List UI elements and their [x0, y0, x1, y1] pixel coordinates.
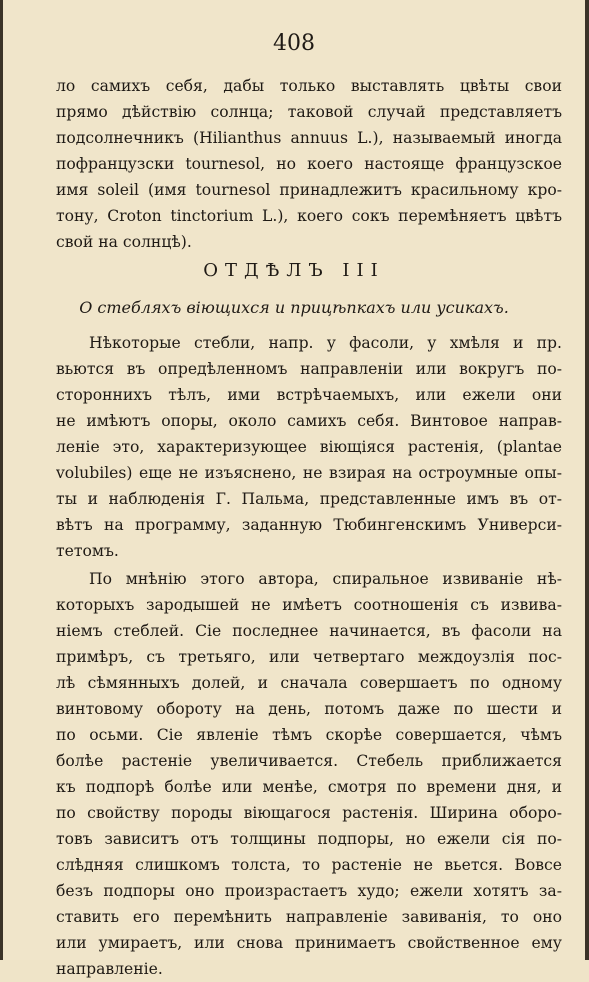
text-line: леніе это, характеризующее віющіяся растенія, (plantae: [56, 438, 562, 456]
section-subtitle: О стебляхъ віющихся и прицѣпкахъ или усикахъ.: [79, 298, 509, 317]
text-line: товъ зависитъ отъ толщины подпоры, но ежели сія по-: [56, 830, 562, 848]
text-line: слѣдняя слишкомъ толста, то растеніе не вьется. Вовсе: [56, 856, 562, 874]
page-number: 408: [273, 31, 315, 56]
text-line: стороннихъ тѣлъ, ими встрѣчаемыхъ, или ежели они: [56, 386, 562, 404]
section-title: ОТДѢЛЪ III: [203, 260, 385, 281]
text-line: направленіе.: [56, 960, 163, 978]
text-line: тетомъ.: [56, 542, 119, 560]
text-line: прямо дѣйствію солнца; таковой случай представляетъ: [56, 103, 562, 121]
text-line: Нѣкоторые стебли, напр. у фасоли, у хмѣля и пр.: [89, 334, 562, 352]
text-line: вьются въ опредѣленномъ направленіи или вокругъ по-: [56, 360, 562, 378]
text-line: по свойству породы віющагося растенія. Ширина оборо-: [56, 804, 562, 822]
section-body: [56, 330, 562, 982]
text-line: которыхъ зародышей не имѣетъ соотношенія съ извива-: [56, 596, 562, 614]
text-line: ты и наблюденія Г. Пальма, представленные имъ въ от-: [56, 490, 562, 508]
paragraph: [56, 330, 562, 564]
text-line: ло самихъ себя, дабы только выставлять цвѣты свои: [56, 77, 562, 95]
text-line: ставить его перемѣнить направленіе завиванія, то оно: [56, 908, 562, 926]
text-line: къ подпорѣ болѣе или менѣе, смотря по времени дня, и: [56, 778, 562, 796]
text-line: по осьми. Сіе явленіе тѣмъ скорѣе совершается, чѣмъ: [56, 726, 562, 744]
text-line: ніемъ стеблей. Сіе последнее начинается, въ фасоли на: [56, 622, 562, 640]
text-line: вѣтъ на программу, заданную Тюбингенскимъ Универси-: [56, 516, 562, 534]
text-line: безъ подпоры оно произрастаетъ худо; ежели хотятъ за-: [56, 882, 562, 900]
continued-paragraph: [56, 73, 562, 255]
text-line: лѣ сѣмянныхъ долей, и сначала совершаетъ по одному: [56, 674, 562, 692]
text-line: имя soleil (имя tournesol принадлежитъ красильному кро-: [56, 181, 562, 199]
text-line: не имѣютъ опоры, около самихъ себя. Винтовое направ-: [56, 412, 562, 430]
text-line: По мнѣнію этого автора, спиральное извиваніе нѣ-: [89, 570, 562, 588]
text-line: подсолнечникъ (Hilianthus annuus L.), называемый иногда: [56, 129, 562, 147]
text-line: свой на солнцѣ).: [56, 233, 192, 251]
text-line: тону, Croton tinctorium L.), коего сокъ перемѣняетъ цвѣтъ: [56, 207, 562, 225]
text-line: болѣе растеніе увеличивается. Стебель приближается: [56, 752, 562, 770]
text-line: винтовому обороту на день, потомъ даже по шести и: [56, 700, 562, 718]
text-line: примѣръ, съ третьяго, или четвертаго междоузлія пос-: [56, 648, 562, 666]
text-line: пофранцузски tournesol, но коего настояще французское: [56, 155, 562, 173]
text-line: volubiles) еще не изъяснено, не взирая на остроумные опы-: [56, 464, 562, 482]
paragraph: [56, 566, 562, 982]
text-line: или умираетъ, или снова принимаетъ свойственное ему: [56, 934, 562, 952]
